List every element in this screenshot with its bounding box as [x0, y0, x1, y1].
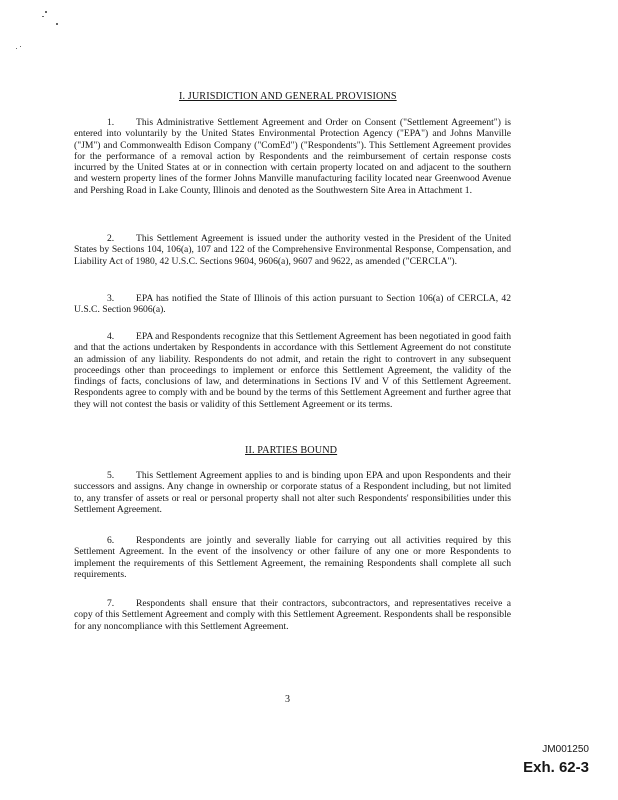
scan-speck [56, 23, 58, 25]
paragraph-5 [74, 470, 511, 515]
exhibit-label: Exh. 62-3 [523, 759, 589, 776]
paragraph-text: EPA and Respondents recognize that this Settlement Agreement has been negotiated in good faith and that the actions undertaken by Respondents in accordance with this Settlement Agreement do not constitute an admission of any liability. Respondents do not admit, and retain the right to controvert in any subsequent proceedings other than proceedings to implement or enforce this Settlement Agreement, the validity of the findings of facts, conclusions of law, and determinations in Sections IV and V of this Settlement Agreement. Respondents agree to comply with and be bound by the terms of this Settlement Agreement and further agree that they will not contest the basis or validity of this Settlement Agreement or its terms. [74, 331, 511, 410]
paragraph-4 [74, 331, 511, 410]
paragraph-number: 4. [107, 331, 115, 342]
paragraph-2 [74, 233, 511, 267]
paragraph-text: This Settlement Agreement is issued under the authority vested in the President of the United States by Sections 104, 106(a), 107 and 122 of the Comprehensive Environmental Response, Compensation, and Liability Act of 1980, 42 U.S.C. Sections 9604, 9606(a), 9607 and 9622, as amended ("CERCLA"). [74, 233, 511, 267]
bates-number: JM001250 [542, 744, 589, 755]
paragraph-number: 3. [107, 293, 115, 304]
page-number: 3 [285, 694, 290, 705]
scan-speck [45, 11, 47, 13]
paragraph-text: Respondents are jointly and severally liable for carrying out all activities required by this Settlement Agreement. In the event of the insolvency or other failure of any one or more Respondents to implement the requirements of this Settlement Agreement, the remaining Respondents shall complete all such requirements. [74, 535, 511, 580]
paragraph-text: Respondents shall ensure that their contractors, subcontractors, and representatives receive a copy of this Settlement Agreement and comply with this Settlement Agreement. Respondents shall be responsible for any noncompliance with this Settlement Agreement. [74, 598, 511, 632]
paragraph-text: This Administrative Settlement Agreement and Order on Consent ("Settlement Agreement") is entered into voluntarily by the United States Environmental Protection Agency ("EPA") and Johns Manville ("JM") and Commonwealth Edison Company ("ComEd") ("Respondents"). This Settlement Agreement provides for the performance of a removal action by Respondents and the reimbursement of certain response costs incurred by the United States at or in connection with certain property located on and adjacent to the southern and western property lines of the former Johns Manville manufacturing facility located near Greenwood Avenue and Pershing Road in Lake County, Illinois and denoted as the Southwestern Site Area in Attachment 1. [74, 117, 511, 196]
paragraph-3 [74, 293, 511, 316]
scan-speck [16, 48, 17, 49]
section-heading-jurisdiction: I. JURISDICTION AND GENERAL PROVISIONS [179, 91, 397, 102]
paragraph-number: 5. [107, 470, 115, 481]
section-heading-parties-bound: II. PARTIES BOUND [245, 445, 338, 456]
paragraph-text: EPA has notified the State of Illinois of this action pursuant to Section 106(a) of CERCLA, 42 U.S.C. Section 9606(a). [74, 293, 511, 316]
paragraph-1 [74, 117, 511, 196]
scan-speck [42, 16, 44, 17]
paragraph-number: 7. [107, 598, 115, 609]
paragraph-6 [74, 535, 511, 580]
paragraph-number: 2. [107, 233, 115, 244]
scan-speck [20, 46, 21, 47]
paragraph-text: This Settlement Agreement applies to and is binding upon EPA and upon Respondents and their successors and assigns. Any change in ownership or corporate status of a Respondent including, but not limited to, any transfer of assets or real or personal property shall not alter such Respondents' responsibilities under this Settlement Agreement. [74, 470, 511, 515]
paragraph-number: 6. [107, 535, 115, 546]
paragraph-number: 1. [107, 117, 115, 128]
paragraph-7 [74, 598, 511, 632]
